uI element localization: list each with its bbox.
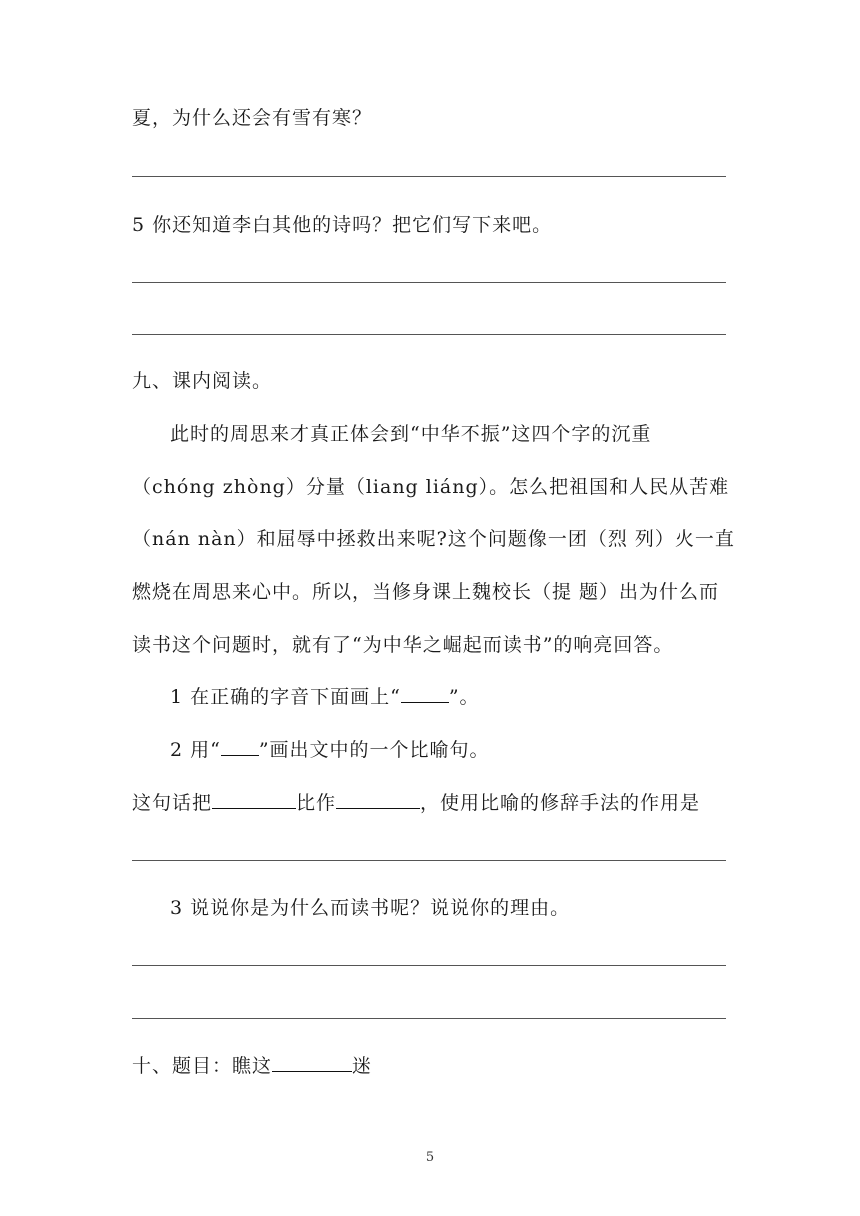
question-1-text-end: ”。 bbox=[448, 686, 480, 708]
blank bbox=[212, 790, 296, 809]
passage-line-1: 此时的周思来才真正体会到“中华不振”这四个字的沉重 bbox=[170, 423, 652, 445]
passage-line-5: 读书这个问题时，就有了“为中华之崛起而读书”的响亮回答。 bbox=[132, 634, 674, 656]
line-1: 夏，为什么还会有雪有寒？ bbox=[132, 107, 373, 129]
blank bbox=[221, 737, 259, 756]
answer-rule bbox=[132, 282, 726, 283]
answer-rule bbox=[132, 1018, 726, 1019]
section-10-heading bbox=[132, 1053, 372, 1079]
answer-rule bbox=[132, 860, 726, 861]
answer-rule bbox=[132, 334, 726, 335]
question-5: 5 你还知道李白其他的诗吗？把它们写下来吧。 bbox=[132, 214, 553, 236]
passage-line-3: （nán nàn）和屈辱中拯救出来呢?这个问题像一团（烈 列）火一直 bbox=[132, 528, 735, 550]
question-3: 3 说说你是为什么而读书呢？说说你的理由。 bbox=[170, 897, 571, 919]
question-2 bbox=[170, 737, 490, 763]
blank bbox=[401, 684, 449, 703]
blank bbox=[336, 790, 420, 809]
passage-line-2: （chóng zhòng）分量（liang liáng）。怎么把祖国和人民从苦难 bbox=[132, 476, 730, 498]
question-1-text: 1 在正确的字音下面画上“ bbox=[170, 686, 401, 708]
question-2-continuation bbox=[132, 790, 700, 816]
continuation-text: 这句话把 bbox=[132, 792, 213, 814]
continuation-text: 比作 bbox=[296, 792, 337, 814]
section-10-text-end: 迷 bbox=[352, 1055, 373, 1077]
question-1 bbox=[170, 684, 480, 710]
blank bbox=[272, 1053, 352, 1072]
section-9-heading: 九、课内阅读。 bbox=[132, 370, 273, 392]
answer-rule bbox=[132, 176, 726, 177]
passage-line-4: 燃烧在周思来心中。所以，当修身课上魏校长（提 题）出为什么而 bbox=[132, 581, 720, 603]
section-10-text: 十、题目：瞧这 bbox=[132, 1055, 273, 1077]
question-2-text-end: ”画出文中的一个比喻句。 bbox=[258, 739, 490, 761]
question-2-text: 2 用“ bbox=[170, 739, 221, 761]
continuation-text: ，使用比喻的修辞手法的作用是 bbox=[420, 792, 701, 814]
page-number: 5 bbox=[425, 1150, 435, 1165]
answer-rule bbox=[132, 965, 726, 966]
